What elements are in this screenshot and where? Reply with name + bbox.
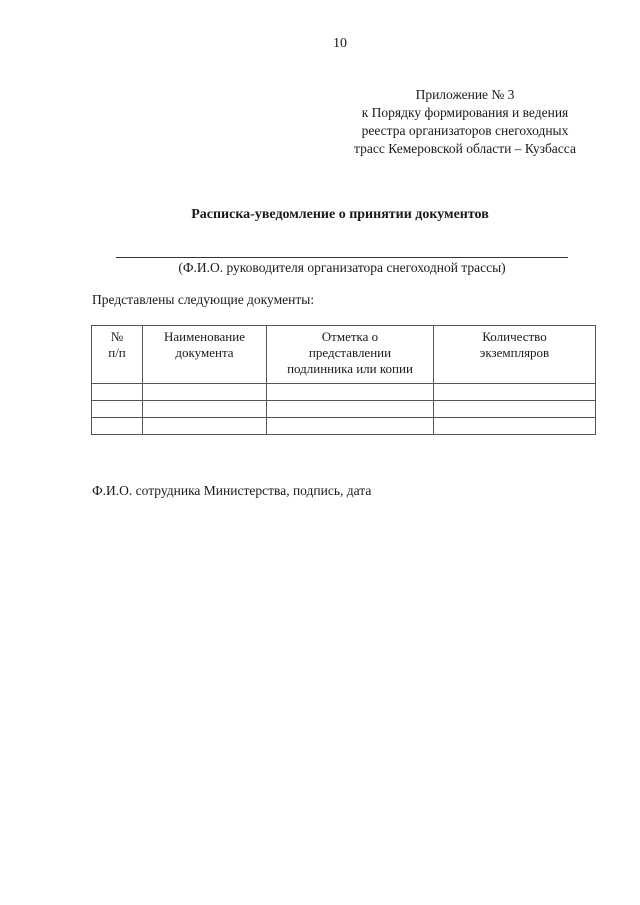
header-line: п/п [108,345,126,360]
appendix-line: Приложение № 3 [415,87,515,102]
documents-table [91,325,596,435]
header-cell-mark [267,326,434,384]
document-title: Расписка-уведомление о принятии документов [191,207,489,222]
intro-text: Представлены следующие документы: [92,292,315,307]
header-line: Отметка о [321,329,379,344]
appendix-header [330,86,600,158]
appendix-line: к Порядку формирования и ведения [361,105,569,120]
table-row [92,401,596,418]
table-cell[interactable] [92,384,143,401]
table-cell[interactable] [92,418,143,435]
header-line: Наименование [164,329,245,344]
table-cell[interactable] [267,384,434,401]
header-line: представлении [308,345,392,360]
header-line: № [110,329,124,344]
employee-signature-text: Ф.И.О. сотрудника Министерства, подпись, дата [92,483,372,498]
header-line: документа [175,345,234,360]
table-cell[interactable] [434,384,596,401]
signature-line [116,257,568,258]
header-line: экземпляров [479,345,550,360]
table-cell[interactable] [267,418,434,435]
header-cell-name [143,326,267,384]
appendix-line: реестра организаторов снегоходных [361,123,569,138]
table-cell[interactable] [434,418,596,435]
header-cell-number [92,326,143,384]
table-cell[interactable] [143,384,267,401]
page-number: 10 [333,36,347,51]
table-cell[interactable] [434,401,596,418]
table-cell[interactable] [143,401,267,418]
signature-caption: (Ф.И.О. руководителя организатора снегоходной трассы) [178,260,506,275]
table-row [92,384,596,401]
header-line: Количество [482,329,547,344]
table-cell[interactable] [92,401,143,418]
table-cell[interactable] [143,418,267,435]
table-row [92,418,596,435]
header-cell-quantity [434,326,596,384]
header-line: подлинника или копии [287,361,413,376]
table-cell[interactable] [267,401,434,418]
appendix-line: трасс Кемеровской области – Кузбасса [354,141,576,156]
table-header-row [92,326,596,384]
